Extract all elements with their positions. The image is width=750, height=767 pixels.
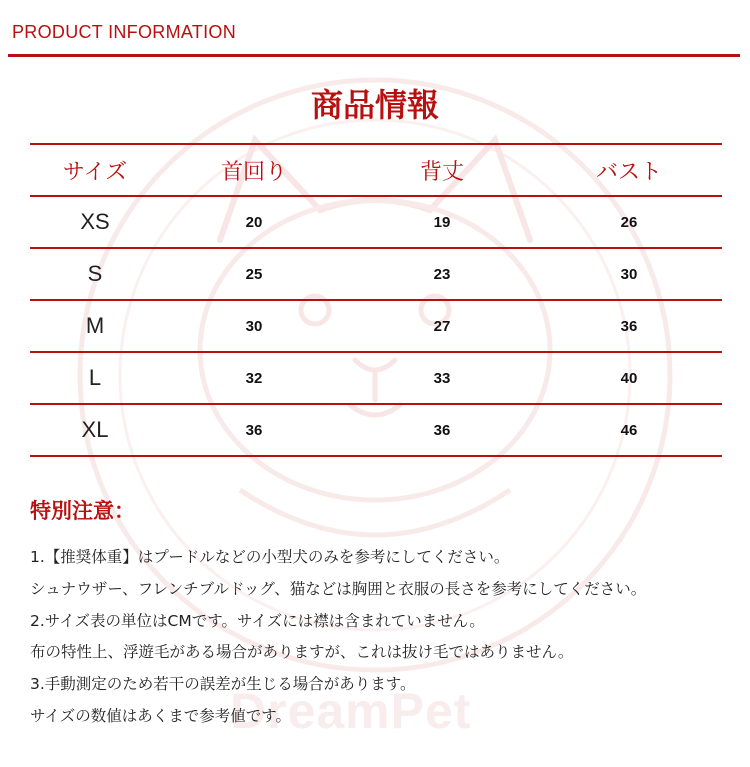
header-size: サイズ bbox=[30, 144, 160, 196]
page-title: 商品情報 bbox=[310, 86, 439, 124]
note-line: 1.【推奨体重】はプードルなどの小型犬のみを参考にしてください。 bbox=[30, 548, 510, 566]
note-line: 2.サイズ表の単位はCMです。サイズには襟は含まれていません。 bbox=[30, 611, 485, 630]
neck-cell: 30 bbox=[160, 300, 348, 352]
size-cell: M bbox=[30, 300, 160, 352]
neck-cell: 36 bbox=[160, 404, 348, 456]
back-cell: 23 bbox=[348, 248, 536, 300]
header-back-length: 背丈 bbox=[348, 144, 536, 196]
note-line: 布の特性上、浮遊毛がある場合がありますが、これは抜け毛ではありません。 bbox=[30, 643, 574, 662]
bust-cell: 36 bbox=[536, 300, 722, 352]
bust-cell: 46 bbox=[536, 404, 722, 456]
section-header-label: PRODUCT INFORMATION bbox=[12, 22, 237, 42]
notes-list bbox=[30, 542, 646, 733]
table-row bbox=[30, 352, 722, 404]
table-header-row bbox=[30, 144, 722, 196]
bust-cell: 40 bbox=[536, 352, 722, 404]
table-row bbox=[30, 248, 722, 300]
table-row bbox=[30, 300, 722, 352]
size-cell: XL bbox=[30, 404, 160, 456]
size-cell: S bbox=[30, 248, 160, 300]
table-row bbox=[30, 404, 722, 456]
table-row bbox=[30, 196, 722, 248]
note-line: シュナウザー、フレンチブルドッグ、猫などは胸囲と衣服の長さを参考にしてください。 bbox=[30, 579, 647, 598]
back-cell: 33 bbox=[348, 352, 536, 404]
header-neck: 首回り bbox=[160, 144, 348, 196]
neck-cell: 25 bbox=[160, 248, 348, 300]
bust-cell: 30 bbox=[536, 248, 722, 300]
back-cell: 27 bbox=[348, 300, 536, 352]
size-cell: L bbox=[30, 352, 160, 404]
back-cell: 19 bbox=[348, 196, 536, 248]
header-divider bbox=[8, 54, 740, 57]
note-line: サイズの数値はあくまで参考値です。 bbox=[30, 706, 292, 725]
neck-cell: 32 bbox=[160, 352, 348, 404]
watermark-brand: DreamPet bbox=[230, 683, 472, 739]
back-cell: 36 bbox=[348, 404, 536, 456]
neck-cell: 20 bbox=[160, 196, 348, 248]
size-chart-table bbox=[30, 143, 722, 457]
header-bust: バスト bbox=[536, 144, 722, 196]
size-cell: XS bbox=[30, 196, 160, 248]
note-line: 3.手動測定のため若干の誤差が生じる場合があります。 bbox=[30, 675, 416, 694]
notes-title: 特別注意： bbox=[30, 499, 135, 523]
bust-cell: 26 bbox=[536, 196, 722, 248]
